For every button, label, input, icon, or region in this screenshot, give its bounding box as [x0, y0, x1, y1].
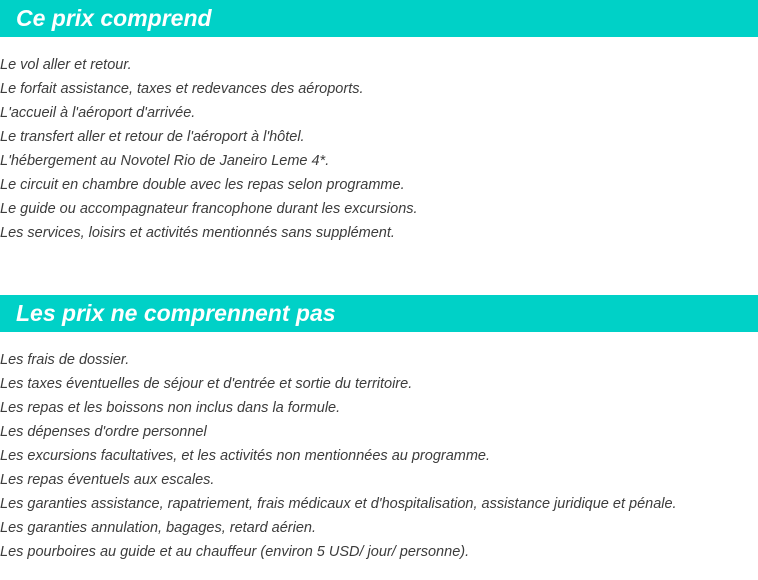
section-title-excludes: Les prix ne comprennent pas [0, 295, 758, 332]
excludes-list [0, 348, 677, 564]
list-item: Le transfert aller et retour de l'aéroport à l'hôtel. [0, 129, 305, 145]
list-item: Le circuit en chambre double avec les repas selon programme. [0, 177, 405, 193]
section-title-includes: Ce prix comprend [0, 0, 758, 37]
list-item: Le forfait assistance, taxes et redevances des aéroports. [0, 81, 364, 97]
list-item: Les dépenses d'ordre personnel [0, 424, 207, 440]
list-item: Les excursions facultatives, et les activités non mentionnées au programme. [0, 448, 491, 464]
list-item: Les pourboires au guide et au chauffeur (environ 5 USD/ jour/ personne). [0, 544, 470, 560]
list-item: L'hébergement au Novotel Rio de Janeiro Leme 4*. [0, 153, 330, 169]
list-item: Les garanties annulation, bagages, retard aérien. [0, 520, 316, 536]
list-item: Les services, loisirs et activités mentionnés sans supplément. [0, 225, 395, 241]
list-item: Le guide ou accompagnateur francophone durant les excursions. [0, 201, 418, 217]
list-item: L'accueil à l'aéroport d'arrivée. [0, 105, 196, 121]
list-item: Les taxes éventuelles de séjour et d'entrée et sortie du territoire. [0, 376, 413, 392]
list-item: Les repas et les boissons non inclus dans la formule. [0, 400, 341, 416]
list-item: Les repas éventuels aux escales. [0, 472, 215, 488]
list-item: Les garanties assistance, rapatriement, frais médicaux et d'hospitalisation, assistance juridique et pénale. [0, 496, 677, 512]
list-item: Les frais de dossier. [0, 352, 130, 368]
includes-list [0, 53, 418, 245]
list-item: Le vol aller et retour. [0, 57, 132, 73]
